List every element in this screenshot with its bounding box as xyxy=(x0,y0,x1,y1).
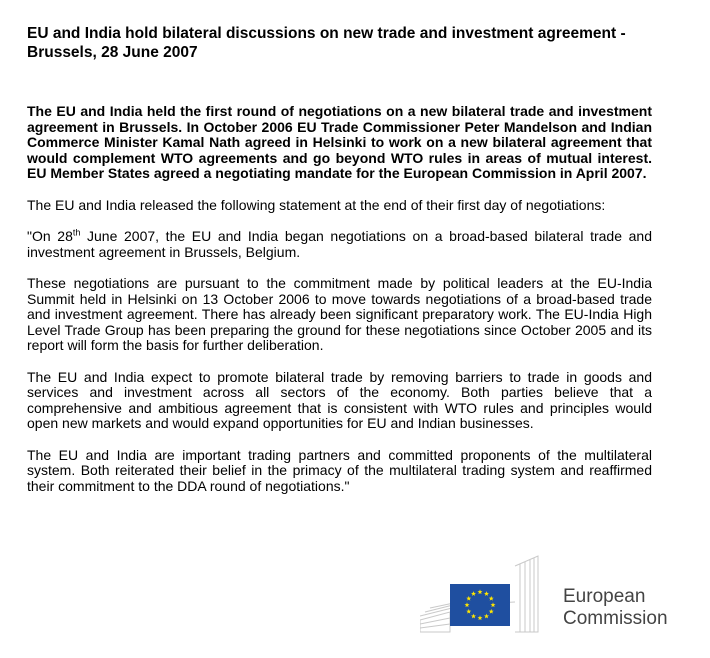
quote-p1-after: June 2007, the EU and India began negotiations on a broad-based bilateral trade and investment agreement in Brussels, Belgium. xyxy=(27,228,652,260)
quote-paragraph-1 xyxy=(27,229,652,260)
quote-p1-before: "On 28 xyxy=(27,228,73,244)
press-release xyxy=(27,24,652,494)
quote-paragraph-2: These negotiations are pursuant to the commitment made by political leaders at the EU-India Summit held in Helsinki on 13 October 2006 to move towards negotiations of a broad-based trade and investment agreement. There has already been significant preparatory work. The EU-India High Level Trade Group has been preparing the ground for these negotiations since October 2005 and its report will form the basis for further deliberation. xyxy=(27,275,652,353)
logo-wordmark xyxy=(563,586,668,630)
intro-paragraph: The EU and India released the following statement at the end of their first day of negotiations: xyxy=(27,196,606,213)
quote-paragraph-3: The EU and India expect to promote bilateral trade by removing barriers to trade in goods and services and investment across all sectors of the economy. Both parties believe that a comprehensive and ambitious agreement that is consistent with WTO rules and principles would open new markets and would expand opportunities for EU and Indian businesses. xyxy=(27,368,652,431)
lead-paragraph: The EU and India held the first round of negotiations on a new bilateral trade and investment agreement in Brussels. In October 2006 EU Trade Commissioner Peter Mandelson and Indian Commerce Minister Kamal Nath agreed in Helsinki to work on a new bilateral agreement that would complement WTO agreements and go beyond WTO rules in areas of mutual interest. EU Member States agreed a negotiating mandate for the European Commission in April 2007. xyxy=(27,103,652,181)
logo-text-line2: Commission xyxy=(563,608,668,629)
ordinal-suffix: th xyxy=(72,227,81,238)
place-date: Brussels, 28 June 2007 xyxy=(27,44,198,61)
headline-separator: - xyxy=(616,25,626,42)
quote-paragraph-4: The EU and India are important trading partners and committed proponents of the multilateral system. Both reiterated their belief in the primacy of the multilateral trading system and reaffirmed their commitment to the DDA round of negotiations." xyxy=(27,446,652,494)
headline-title: EU and India hold bilateral discussions on new trade and investment agreement xyxy=(27,25,617,42)
headline xyxy=(27,24,652,62)
logo-text-line1: European xyxy=(563,586,646,607)
